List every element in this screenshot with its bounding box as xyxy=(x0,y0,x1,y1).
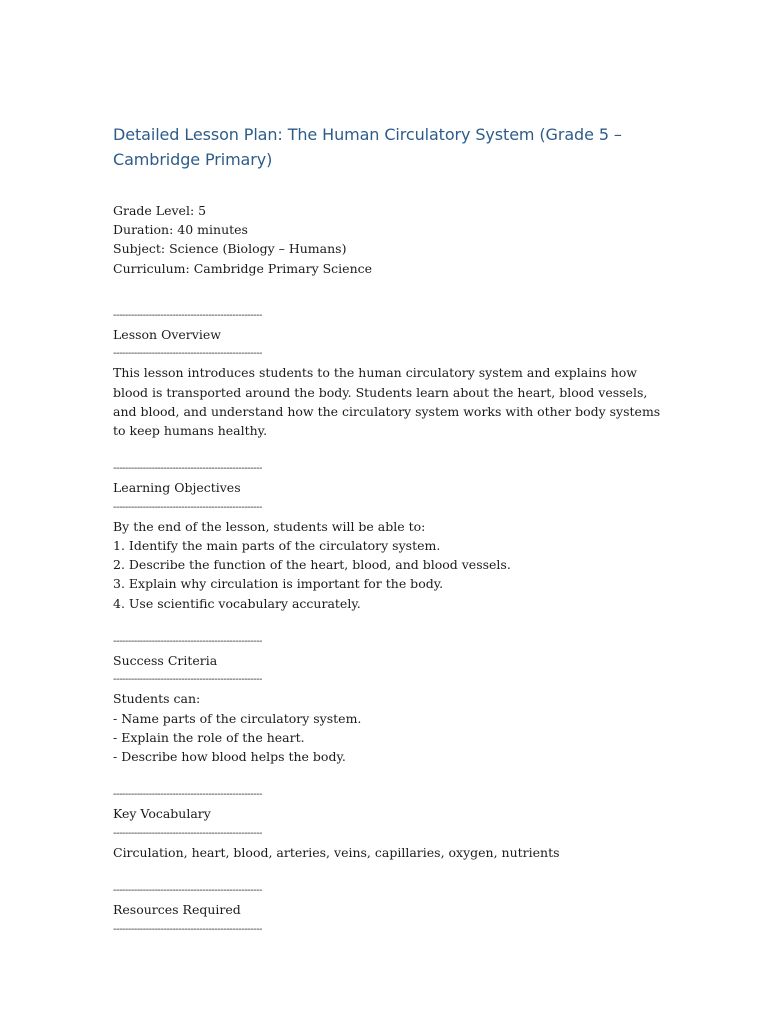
section-heading: Resources Required xyxy=(113,902,241,918)
document-title: Detailed Lesson Plan: The Human Circulatory System (Grade 5 – Cambridge Primary) xyxy=(113,125,622,169)
meta-grade-level: Grade Level: 5 xyxy=(113,203,207,218)
divider-rule: -------------------------------------------------- xyxy=(113,309,262,321)
section-heading: Lesson Overview xyxy=(113,327,221,343)
section-body xyxy=(113,689,673,766)
divider-rule: -------------------------------------------------- xyxy=(113,885,262,897)
section-heading: Key Vocabulary xyxy=(113,806,211,822)
objectives-intro: By the end of the lesson, students will be able to: xyxy=(113,518,426,534)
list-item: 4. Use scientific vocabulary accurately. xyxy=(113,595,361,611)
meta-duration: Duration: 40 minutes xyxy=(113,222,248,238)
list-item: - Explain the role of the heart. xyxy=(113,729,305,745)
section-body xyxy=(113,843,673,862)
list-item: 1. Identify the main parts of the circulatory system. xyxy=(113,538,441,554)
section-lesson-overview xyxy=(113,306,673,440)
section-body xyxy=(113,517,673,613)
section-success-criteria xyxy=(113,632,673,766)
divider-rule: -------------------------------------------------- xyxy=(113,789,262,801)
divider-rule: -------------------------------------------------- xyxy=(113,501,262,513)
divider-rule: -------------------------------------------------- xyxy=(113,635,262,647)
divider-rule: -------------------------------------------------- xyxy=(113,463,262,475)
criteria-intro: Students can: xyxy=(113,691,201,707)
divider-rule: -------------------------------------------------- xyxy=(113,674,262,686)
lesson-meta xyxy=(113,201,673,278)
list-item: 2. Describe the function of the heart, blood, and blood vessels. xyxy=(113,557,511,573)
meta-subject: Subject: Science (Biology – Humans) xyxy=(113,241,347,257)
section-resources-required xyxy=(113,881,673,939)
list-item: 3. Explain why circulation is important for the body. xyxy=(113,576,444,592)
list-item: - Name parts of the circulatory system. xyxy=(113,710,362,726)
document-page xyxy=(113,122,673,939)
section-learning-objectives xyxy=(113,459,673,613)
divider-rule: -------------------------------------------------- xyxy=(113,923,262,935)
section-body xyxy=(113,363,673,440)
overview-paragraph: This lesson introduces students to the human circulatory system and explains how blood is transported around the body. Students learn about the heart, blood vessels, and blood, and understand how the circulatory system works with other body systems to keep humans healthy. xyxy=(113,365,661,439)
divider-rule: -------------------------------------------------- xyxy=(113,827,262,839)
section-key-vocabulary xyxy=(113,785,673,862)
meta-curriculum: Curriculum: Cambridge Primary Science xyxy=(113,260,373,276)
list-item: - Describe how blood helps the body. xyxy=(113,749,346,765)
vocabulary-list: Circulation, heart, blood, arteries, veins, capillaries, oxygen, nutrients xyxy=(113,844,560,860)
section-heading: Success Criteria xyxy=(113,653,218,669)
section-heading: Learning Objectives xyxy=(113,480,241,496)
divider-rule: -------------------------------------------------- xyxy=(113,348,262,360)
